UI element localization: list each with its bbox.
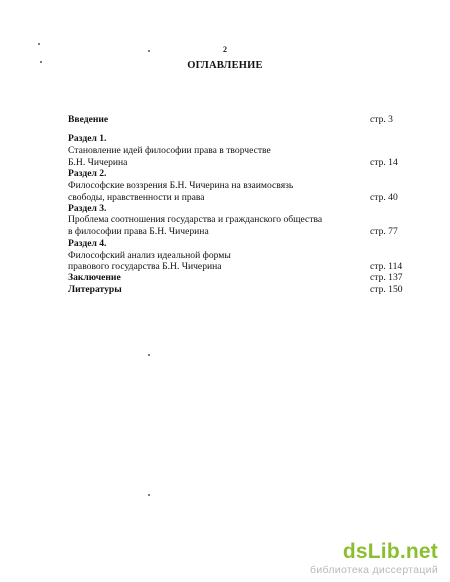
toc-section1-page: стр. 14 [370,157,398,168]
toc-section4-page: стр. 114 [370,261,403,272]
toc-intro-page: стр. 3 [370,114,393,125]
scan-speck [38,43,40,45]
toc-section2-line2: свободы, нравственности и права [68,192,205,203]
toc-section1-line2: Б.Н. Чичерина [68,157,128,168]
toc-section1-heading: Раздел 1. [68,133,107,144]
toc-section2-page: стр. 40 [370,192,398,203]
toc-intro-title: Введение [68,114,109,125]
watermark [310,541,438,576]
toc-conclusion-page: стр. 137 [370,272,403,283]
scan-speck [148,494,150,496]
toc-section1-line1: Становление идей философии права в творчестве [68,145,271,156]
toc-section3-line2: в философии права Б.Н. Чичерина [68,226,209,237]
toc-literature-page: стр. 150 [370,284,403,295]
toc-section3-line1: Проблема соотношения государства и гражданского общества [68,214,323,225]
watermark-logo: dsLib.net [342,540,438,563]
toc-section2-heading: Раздел 2. [68,168,107,179]
toc-section2-line1: Философские воззрения Б.Н. Чичерина на взаимосвязь [68,180,294,191]
toc-conclusion-title: Заключение [68,272,121,283]
toc-section3-heading: Раздел 3. [68,203,107,214]
scan-speck [40,61,42,63]
page-number: 2 [223,45,227,54]
toc-section4-heading: Раздел 4. [68,238,107,249]
watermark-subtitle: библиотека диссертаций [310,564,438,576]
scan-speck [148,50,150,52]
toc-section4-line1: Философский анализ идеальной формы [68,250,231,261]
toc-section4-line2: правового государства Б.Н. Чичерина [68,261,222,272]
page-title: ОГЛАВЛЕНИЕ [187,60,263,71]
scan-speck [148,354,150,356]
toc-section3-page: стр. 77 [370,226,398,237]
toc-literature-title: Литературы [68,284,122,295]
